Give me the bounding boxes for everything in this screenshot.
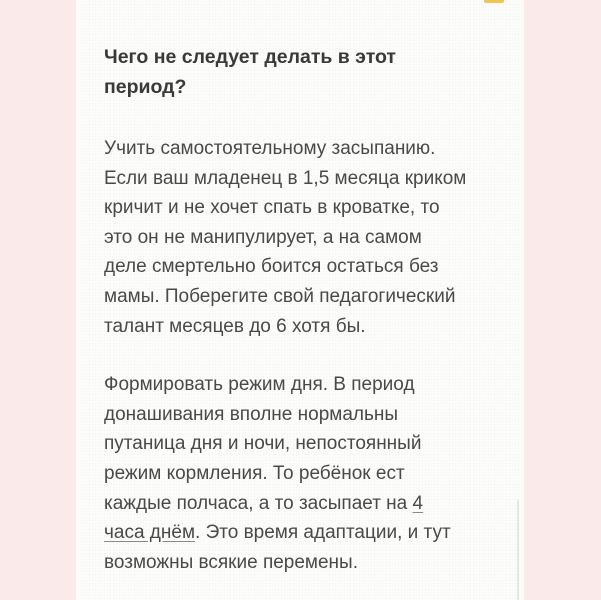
heading-line: Чего не следует делать в этот <box>104 46 396 68</box>
corner-tab <box>484 0 504 3</box>
section-heading <box>104 42 524 102</box>
underlined-link[interactable]: 4 <box>412 492 424 514</box>
text-line: донашивания вполне нормальны <box>104 403 399 425</box>
text-line: каждые полчаса, а то засыпает на <box>104 492 413 514</box>
heading-line: период? <box>104 76 187 98</box>
text-line: путаница дня и ночи, непостоянный <box>104 433 422 455</box>
text-line: мамы. Поберегите свой педагогический <box>104 285 456 307</box>
text-line: талант месяцев до 6 хотя бы. <box>104 315 366 337</box>
text-line: кричит и не хочет спать в кроватке, то <box>104 197 440 219</box>
text-line: режим кормления. То ребёнок ест <box>104 462 405 484</box>
text-line: деле смертельно боится остаться без <box>104 256 439 278</box>
text-line: . Это время адаптации, и тут <box>195 522 451 544</box>
text-line: Формировать режим дня. В период <box>104 374 415 396</box>
underlined-link[interactable]: часа днём <box>104 522 196 544</box>
text-line: это он не манипулирует, а на самом <box>104 226 422 248</box>
text-line: Если ваш младенец в 1,5 месяца криком <box>104 167 467 189</box>
text-line: возможны всякие перемены. <box>104 551 358 573</box>
text-line: Учить самостоятельному засыпанию. <box>104 138 436 159</box>
paragraph-routine <box>104 370 524 577</box>
paragraph-sleep <box>104 134 524 341</box>
article-content <box>104 42 524 577</box>
